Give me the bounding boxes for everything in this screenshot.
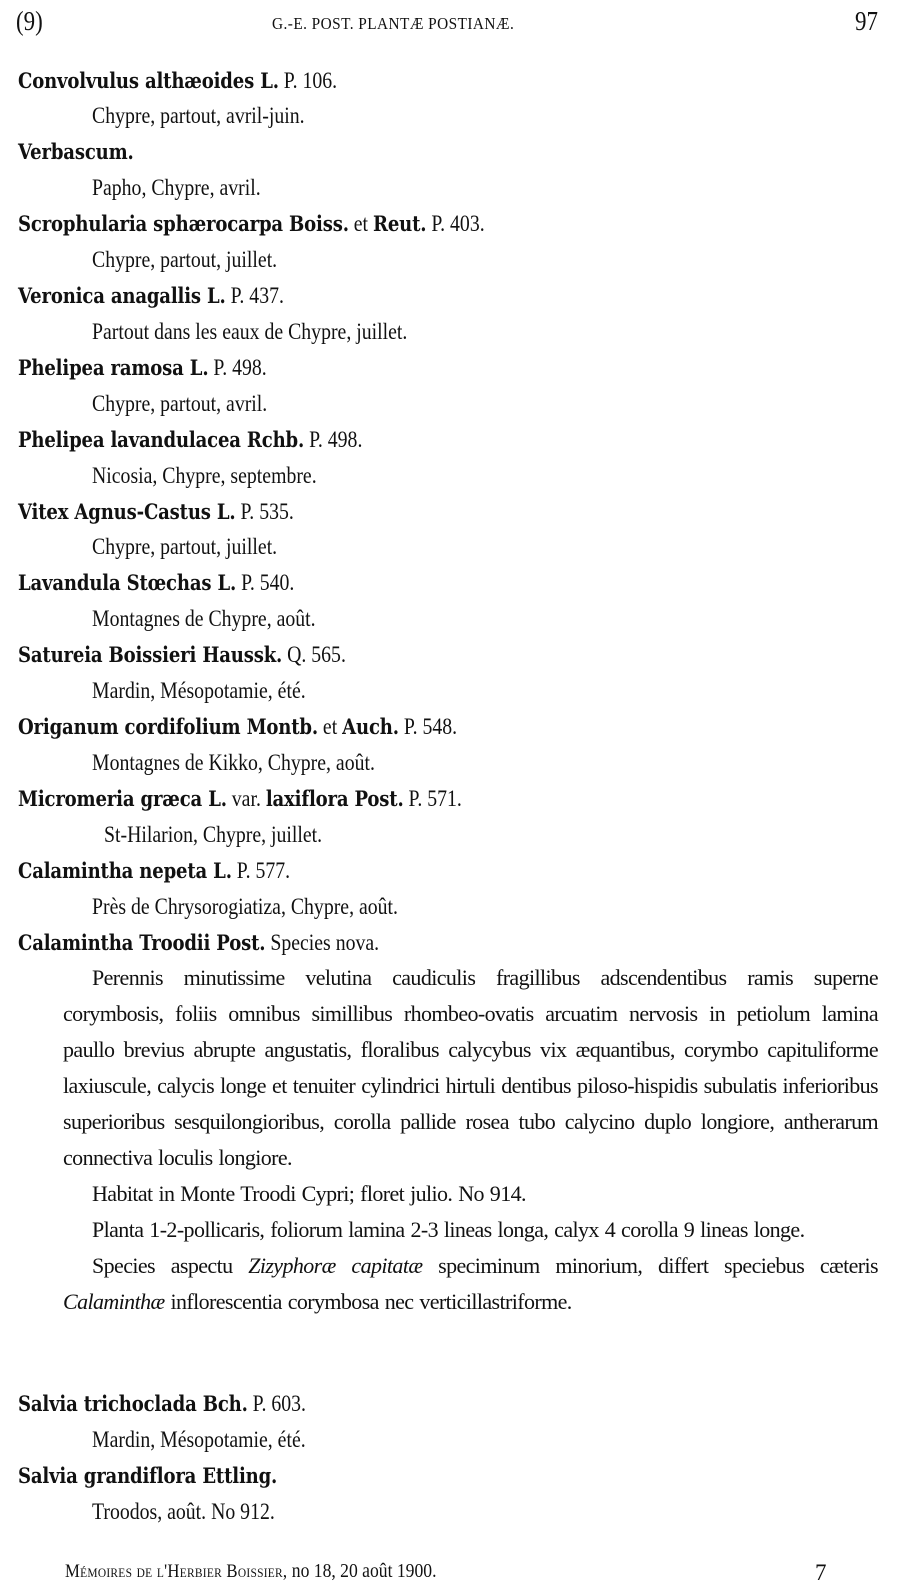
species-heading xyxy=(18,1461,277,1491)
page-number: 97 xyxy=(855,6,878,36)
footer-citation xyxy=(65,1560,436,1583)
species-name: Calamintha nepeta L. xyxy=(18,858,232,883)
species-heading xyxy=(18,568,294,598)
species-name: Convolvulus althæoides L. xyxy=(18,68,279,93)
species-heading xyxy=(18,712,457,742)
species-ref: P. 106. xyxy=(278,68,338,93)
species-author: Reut. xyxy=(372,211,427,236)
species-locality: Nicosia, Chypre, septembre. xyxy=(92,463,317,488)
species-name: Salvia trichoclada Bch. xyxy=(18,1391,248,1416)
running-title: G.-E. POST. PLANTÆ POSTIANÆ. xyxy=(272,14,515,33)
species-ref: P. 535. xyxy=(235,499,294,524)
comparison-text: inflorescentia corymbosa nec verticillastriforme. xyxy=(164,1289,572,1314)
species-ref: P. 437. xyxy=(225,283,284,308)
measurements-paragraph: Planta 1-2-pollicaris, foliorum lamina 2-3 lineas longa, calyx 4 corolla 9 lineas longe. xyxy=(92,1217,805,1242)
journal-issue: no 18, 20 août 1900. xyxy=(287,1560,437,1582)
habitat-paragraph: Habitat in Monte Troodi Cypri; floret julio. No 914. xyxy=(92,1181,526,1206)
species-locality: Papho, Chypre, avril. xyxy=(92,175,261,200)
species-name: Scrophularia sphærocarpa Boiss. xyxy=(18,211,349,236)
connector: et xyxy=(348,211,373,236)
species-heading xyxy=(18,497,294,527)
comparison-text: speciminum minorium, differt speciebus cæteris xyxy=(422,1253,878,1278)
species-ref: P. 571. xyxy=(403,786,462,811)
species-heading xyxy=(18,353,267,383)
species-name: Origanum cordifolium Montb. xyxy=(18,714,318,739)
species-ref: Species nova. xyxy=(265,930,380,955)
species-ref: P. 498. xyxy=(304,427,363,452)
species-heading xyxy=(18,640,346,670)
species-locality: Chypre, partout, avril. xyxy=(92,391,268,416)
species-locality: Chypre, partout, juillet. xyxy=(92,534,278,559)
species-ref: Q. 565. xyxy=(282,642,346,667)
diagnosis-paragraph: Perennis minutissime velutina caudiculis fragillibus adscendentibus ramis superne corymbosis, foliis omnibus simillibus rhombeo-ovatis arcuatim nervosis in petiolum lamina paullo brevius abrupte angustatis, floralibus calycybus vix æquantibus, corymbo capituliforme laxiuscule, calycis longe et tenuiter cylindrici hirtuli dentibus piloso-hispidis subulatis inferioribus superioribus sesquilongioribus, corolla pallide rosea tubo calycino duplo longiore, antherarum connectiva loculis longiore. xyxy=(63,965,878,1170)
page-footer xyxy=(65,1560,865,1590)
species-description xyxy=(63,960,878,1320)
species-name: Salvia grandiflora Ettling. xyxy=(18,1463,278,1488)
species-name: Vitex Agnus-Castus L. xyxy=(18,499,236,524)
comparison-paragraph xyxy=(63,1248,878,1320)
species-heading xyxy=(18,137,134,167)
variety-name: laxiflora Post. xyxy=(265,786,404,811)
species-heading xyxy=(18,281,284,311)
species-name: Phelipea ramosa L. xyxy=(18,355,209,380)
species-name: Phelipea lavandulacea Rchb. xyxy=(18,427,305,452)
species-ref: P. 403. xyxy=(426,211,485,236)
species-name: Satureia Boissieri Haussk. xyxy=(18,642,283,667)
comparison-taxon: Calaminthæ xyxy=(63,1289,165,1314)
species-locality: Mardin, Mésopotamie, été. xyxy=(92,1427,306,1452)
species-locality: Troodos, août. No 912. xyxy=(92,1499,275,1524)
species-name: Verbascum. xyxy=(18,139,134,164)
section-number: (9) xyxy=(16,6,43,36)
species-ref: P. 603. xyxy=(247,1391,307,1416)
signature-mark: 7 xyxy=(815,1560,827,1585)
species-ref: P. 540. xyxy=(236,570,295,595)
species-locality: Chypre, partout, juillet. xyxy=(92,247,278,272)
comparison-text: Species aspectu xyxy=(92,1253,249,1278)
species-locality: Mardin, Mésopotamie, été. xyxy=(92,678,306,703)
connector: et xyxy=(317,714,343,739)
comparison-taxon: Zizyphoræ capitatæ xyxy=(248,1253,423,1278)
species-heading xyxy=(18,209,485,239)
species-heading xyxy=(18,784,462,814)
species-heading xyxy=(18,1389,306,1419)
species-heading xyxy=(18,425,362,455)
species-name: Micromeria græca L. xyxy=(18,786,227,811)
species-name: Lavandula Stœchas L. xyxy=(18,570,237,595)
species-locality: St-Hilarion, Chypre, juillet. xyxy=(104,822,323,847)
species-heading xyxy=(18,928,379,958)
species-name: Calamintha Troodii Post. xyxy=(18,930,266,955)
species-author: Auch. xyxy=(342,714,399,739)
species-locality: Partout dans les eaux de Chypre, juillet. xyxy=(92,319,408,344)
connector: var. xyxy=(226,786,266,811)
species-heading xyxy=(18,856,290,886)
species-name: Veronica anagallis L. xyxy=(18,283,226,308)
species-heading xyxy=(18,66,337,96)
running-head xyxy=(0,6,900,42)
species-ref: P. 498. xyxy=(208,355,267,380)
species-locality: Chypre, partout, avril-juin. xyxy=(92,103,305,128)
journal-title: Mémoires de l'Herbier Boissier, xyxy=(65,1561,288,1582)
species-ref: P. 577. xyxy=(231,858,291,883)
species-locality: Près de Chrysorogiatiza, Chypre, août. xyxy=(92,894,398,919)
species-locality: Montagnes de Kikko, Chypre, août. xyxy=(92,750,375,775)
species-ref: P. 548. xyxy=(398,714,458,739)
species-locality: Montagnes de Chypre, août. xyxy=(92,606,316,631)
